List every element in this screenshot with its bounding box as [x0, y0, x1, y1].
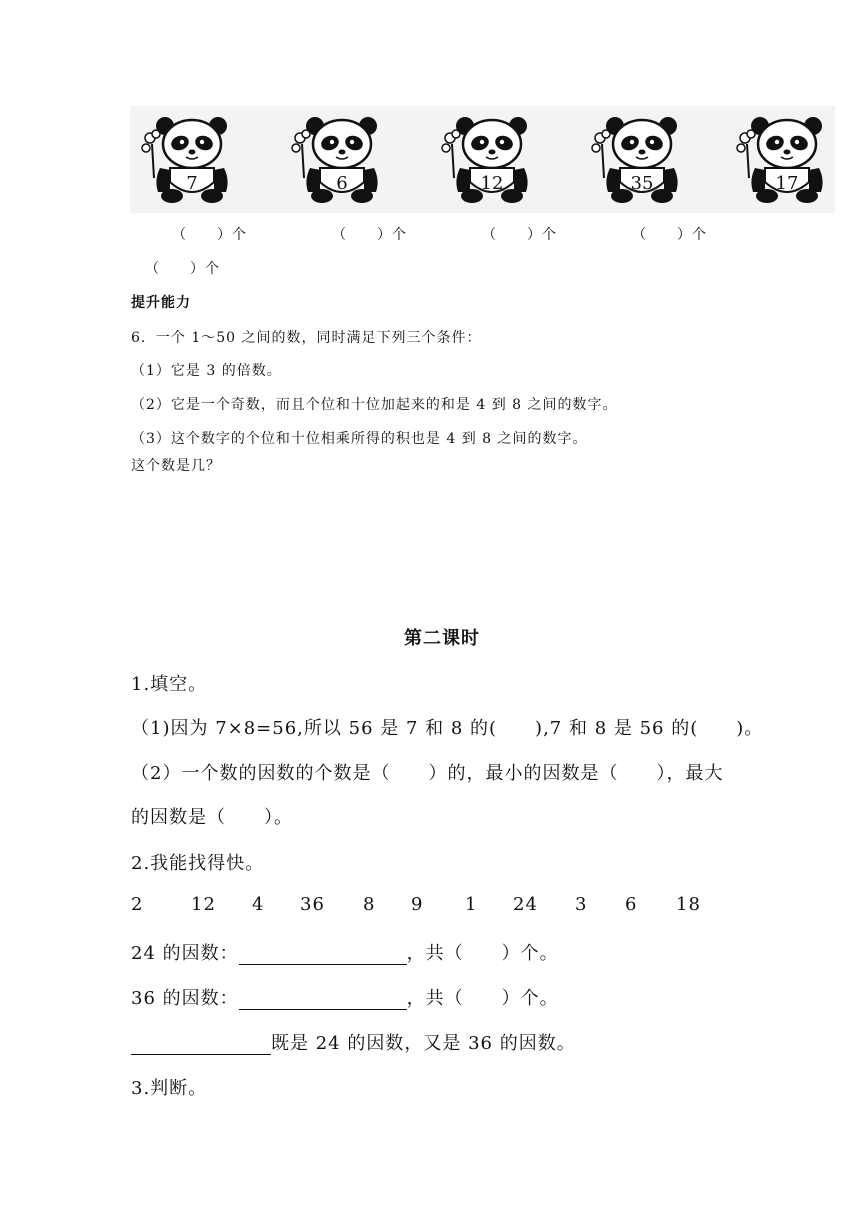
p1-line-3: 的因数是（ ）。 [131, 807, 293, 828]
number-item: 12 [191, 894, 216, 915]
p3-title: 3.判断。 [131, 1078, 208, 1099]
number-item: 8 [363, 894, 376, 915]
q6-condition-1: （1）它是 3 的倍数。 [131, 363, 282, 379]
number-item: 36 [300, 894, 325, 915]
number-item: 1 [465, 894, 478, 915]
factors-24-row [131, 939, 559, 965]
q6-condition-3: （3）这个数字的个位和十位相乘所得的积也是 4 到 8 之间的数字。 [131, 431, 588, 447]
panda-blank-3[interactable]: （ ）个 [482, 227, 557, 243]
common-factors-answer-line[interactable] [131, 1036, 271, 1055]
number-item: 2 [131, 894, 144, 915]
panda-blank-2[interactable]: （ ）个 [332, 227, 407, 243]
panda-figure [592, 117, 678, 203]
panda-figure [442, 117, 528, 203]
factors-36-answer-line[interactable] [239, 991, 407, 1010]
panda-number: 12 [480, 173, 504, 194]
p2-title: 2.我能找得快。 [131, 853, 265, 874]
panda-figure [737, 117, 823, 203]
number-item: 9 [411, 894, 424, 915]
q6-question: 这个数是几？ [131, 458, 221, 474]
q6-condition-2: （2）它是一个奇数，而且个位和十位加起来的和是 4 到 8 之间的数字。 [131, 397, 618, 413]
p1-line-1: （1)因为 7×8=56,所以 56 是 7 和 8 的( ),7 和 8 是 56 的( )。 [131, 718, 764, 739]
panda-illustrations [130, 106, 835, 213]
factors-36-row [131, 984, 559, 1010]
panda-figure [142, 117, 228, 203]
panda-blank-4[interactable]: （ ）个 [632, 227, 707, 243]
common-factors-row [131, 1029, 576, 1055]
q6-stem: 6．一个 1～50 之间的数，同时满足下列三个条件： [131, 330, 482, 346]
panda-number: 7 [186, 173, 198, 194]
panda-picture-strip [130, 106, 835, 213]
number-item: 24 [513, 894, 538, 915]
panda-blank-1[interactable]: （ ）个 [172, 227, 247, 243]
common-factors-text: 既是 24 的因数，又是 36 的因数。 [271, 1033, 576, 1054]
panda-number: 35 [630, 173, 654, 194]
panda-number: 6 [336, 173, 348, 194]
p1-line-2: （2）一个数的因数的个数是（ ）的，最小的因数是（ ），最大 [131, 763, 724, 784]
factors-24-count: ，共（ ）个。 [406, 943, 559, 964]
factors-36-label: 36 的因数： [131, 988, 239, 1009]
p1-title: 1.填空。 [131, 674, 208, 695]
lesson-title: 第二课时 [404, 628, 480, 649]
panda-figure [292, 117, 378, 203]
number-item: 18 [676, 894, 701, 915]
section-title: 提升能力 [131, 295, 191, 311]
number-list [131, 894, 731, 918]
number-item: 3 [575, 894, 588, 915]
panda-blank-5[interactable]: （ ）个 [145, 261, 220, 277]
factors-36-count: ，共（ ）个。 [406, 988, 559, 1009]
factors-24-label: 24 的因数： [131, 943, 239, 964]
panda-number: 17 [775, 173, 799, 194]
factors-24-answer-line[interactable] [239, 946, 407, 965]
number-item: 4 [252, 894, 265, 915]
number-item: 6 [625, 894, 638, 915]
